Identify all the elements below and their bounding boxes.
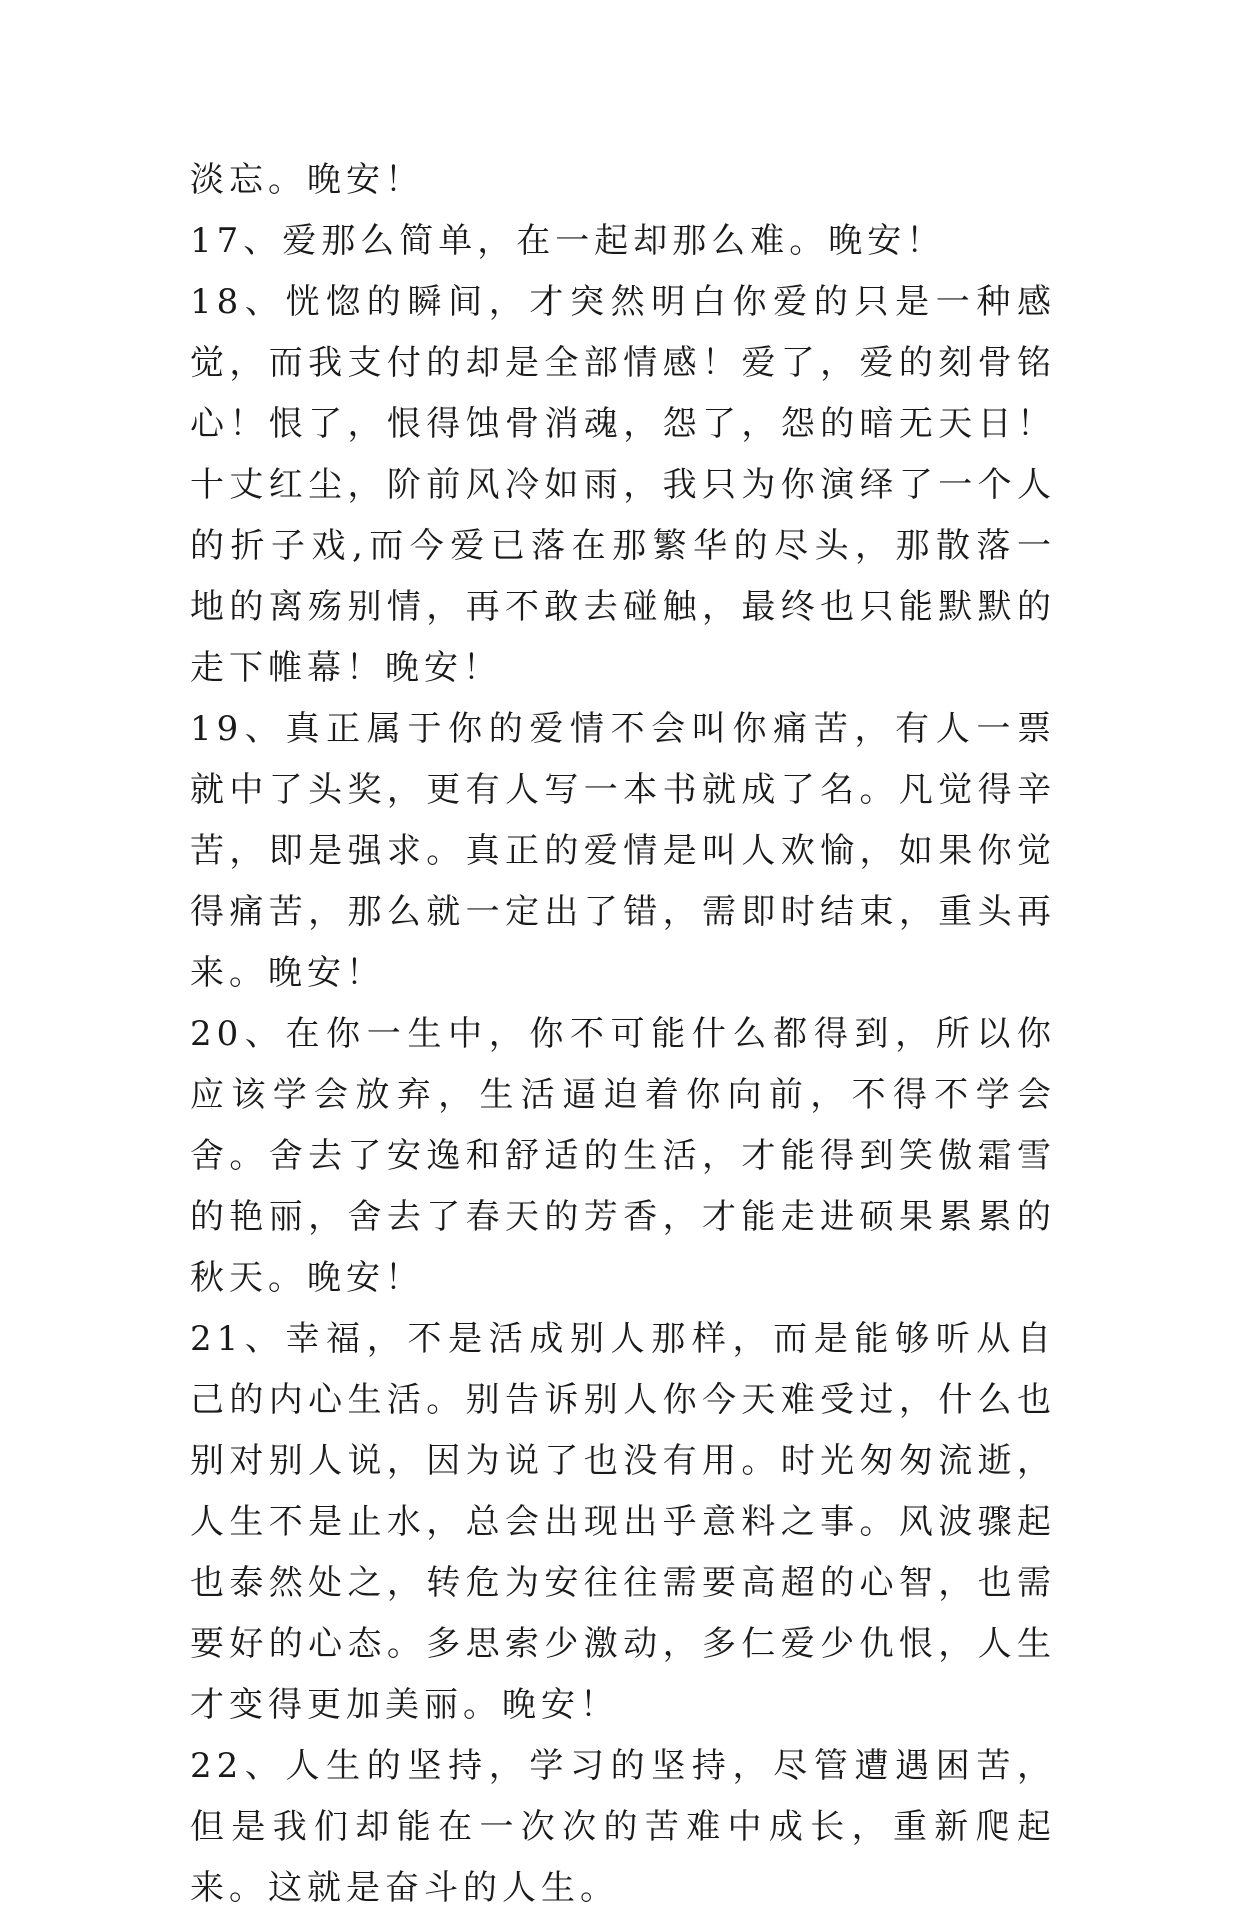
paragraph-19: 19、真正属于你的爱情不会叫你痛苦，有人一票就中了头奖，更有人写一本书就成了名。凡觉得辛苦，即是强求。真正的爱情是叫人欢愉，如果你觉得痛苦，那么就一定出了错，需即时结束，重头再来。晚安！ — [190, 709, 1056, 993]
paragraph-18: 18、恍惚的瞬间，才突然明白你爱的只是一种感觉，而我支付的却是全部情感！爱了，爱的刻骨铭心！恨了，恨得蚀骨消魂，怨了，怨的暗无天日！十丈红尘，阶前风冷如雨，我只为你演绎了一个人的折子戏,而今爱已落在那繁华的尽头，那散落一地的离殇别情，再不敢去碰触，最终也只能默默的走下帷幕！晚安！ — [190, 282, 1056, 688]
paragraph-21: 21、幸福，不是活成别人那样，而是能够听从自己的内心生活。别告诉别人你今天难受过，什么也别对别人说，因为说了也没有用。时光匆匆流逝，人生不是止水，总会出现出乎意料之事。风波骤起也泰然处之，转危为安往往需要高超的心智，也需要好的心态。多思索少激动，多仁爱少仇恨，人生才变得更加美丽。晚安！ — [190, 1319, 1056, 1725]
body-text — [190, 150, 1056, 1919]
paragraph-22: 22、人生的坚持，学习的坚持，尽管遭遇困苦，但是我们却能在一次次的苦难中成长，重新爬起来。这就是奋斗的人生。 — [190, 1746, 1056, 1908]
paragraph-continuation: 淡忘。晚安！ — [190, 160, 424, 200]
paragraph-20: 20、在你一生中，你不可能什么都得到，所以你应该学会放弃，生活逼迫着你向前，不得不学会舍。舍去了安逸和舒适的生活，才能得到笑傲霜雪的艳丽，舍去了春天的芳香，才能走进硕果累累的秋天。晚安！ — [190, 1014, 1056, 1298]
paragraph-17: 17、爱那么简单，在一起却那么难。晚安！ — [190, 221, 946, 261]
